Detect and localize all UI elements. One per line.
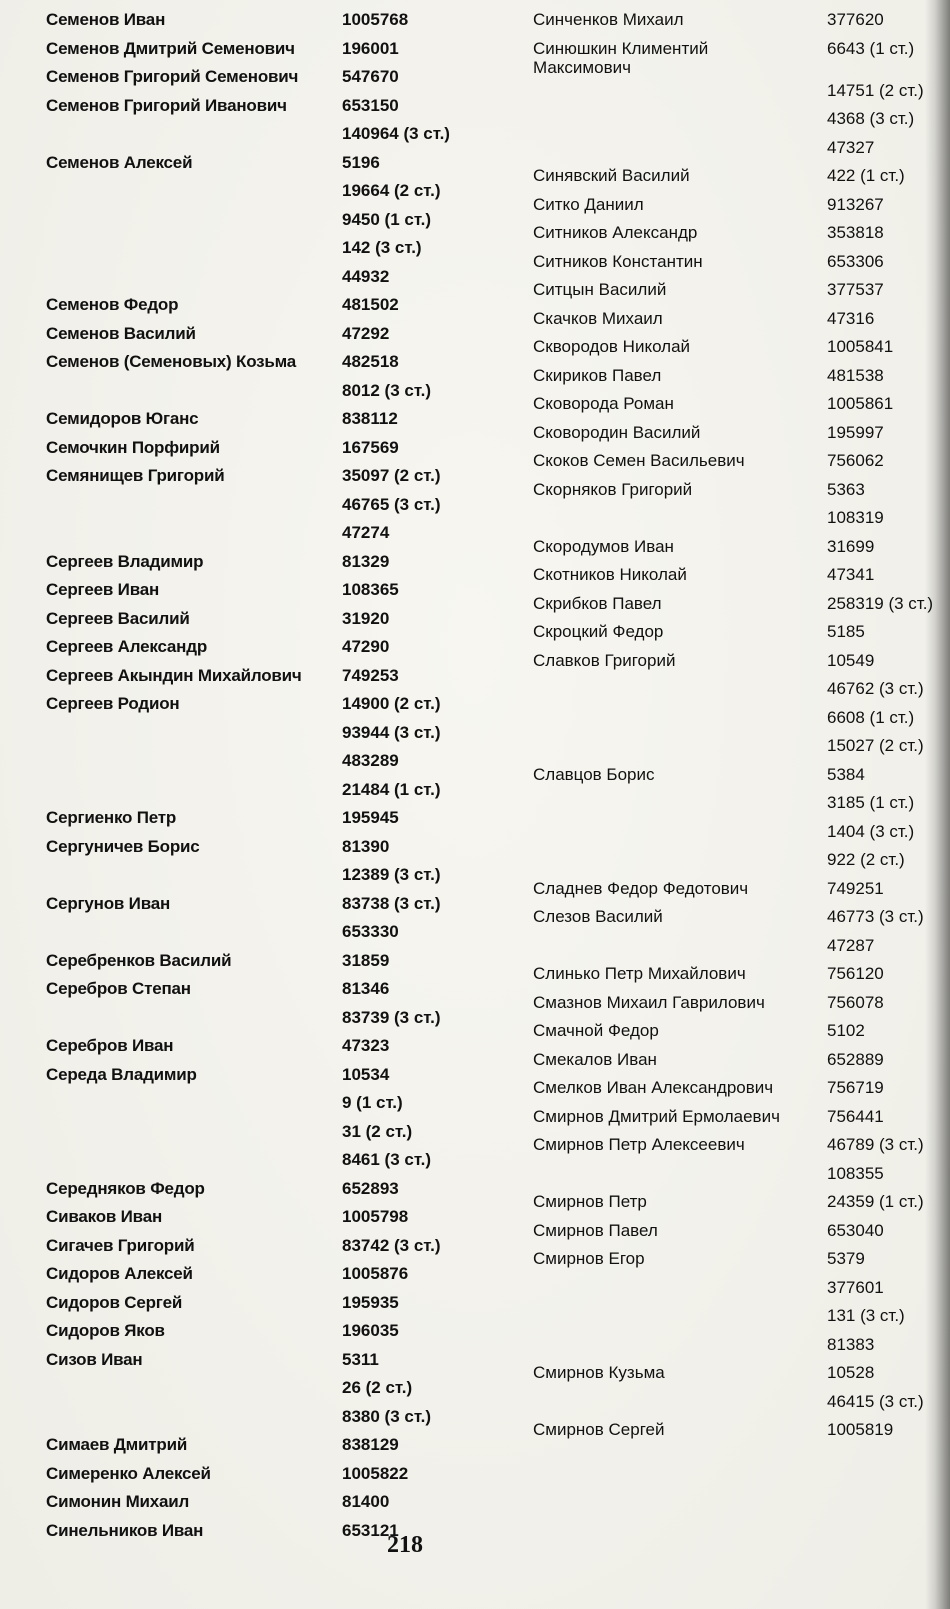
person-name: Семенов Дмитрий Семенович [46, 38, 295, 58]
person-name: Славцов Борис [533, 764, 655, 784]
person-name: Семянищев Григорий [46, 466, 225, 485]
record-number: 913267 [827, 194, 884, 214]
person-name: Сергуничев Борис [46, 836, 200, 856]
person-name: Сидоров Яков [46, 1321, 165, 1340]
record-number: 1005841 [827, 337, 894, 356]
person-name: Смирнов Петр Алексеевич [533, 1135, 745, 1154]
record-number: 131 (3 ст.) [827, 1306, 905, 1325]
record-number: 81390 [342, 836, 390, 856]
list-item [46, 267, 466, 296]
list-item [46, 1264, 466, 1293]
record-number: 922 (2 ст.) [827, 850, 905, 869]
list-item [533, 10, 933, 39]
list-item [533, 850, 933, 879]
record-number: 14751 (2 ст.) [827, 80, 924, 100]
person-name: Смачной Федор [533, 1021, 659, 1040]
person-name: Середняков Федор [46, 1178, 205, 1198]
record-number: 81383 [827, 1334, 875, 1354]
list-item [46, 1207, 466, 1236]
record-number: 81400 [342, 1492, 390, 1511]
list-item [533, 879, 933, 908]
record-number: 1005798 [342, 1207, 409, 1226]
record-number: 653306 [827, 251, 884, 271]
person-name: Синченков Михаил [533, 10, 684, 29]
person-name: Смирнов Петр [533, 1192, 647, 1211]
list-item [46, 39, 466, 68]
list-item [533, 1249, 933, 1278]
person-name: Семенов Федор [46, 295, 179, 314]
list-item [533, 39, 933, 81]
record-number: 1404 (3 ст.) [827, 821, 915, 841]
record-number: 653121 [342, 1520, 399, 1540]
list-item [46, 210, 466, 239]
list-item [46, 1321, 466, 1350]
list-item [46, 523, 466, 552]
list-item [533, 651, 933, 680]
record-number: 756120 [827, 964, 884, 983]
record-number: 12389 (3 ст.) [342, 865, 441, 884]
record-number: 756719 [827, 1078, 884, 1097]
person-name: Смирнов Кузьма [533, 1363, 665, 1382]
list-item [533, 936, 933, 965]
record-number: 14900 (2 ст.) [342, 694, 441, 713]
person-name: Середа Владимир [46, 1064, 197, 1084]
record-number: 1005861 [827, 394, 894, 413]
person-name: Скоков Семен Васильевич [533, 451, 745, 470]
list-item [46, 67, 466, 96]
list-item [533, 480, 933, 509]
list-item [533, 736, 933, 765]
record-number: 838129 [342, 1435, 399, 1454]
person-name: Смирнов Дмитрий Ермолаевич [533, 1106, 780, 1126]
record-number: 26 (2 ст.) [342, 1378, 413, 1397]
list-item [533, 964, 933, 993]
list-item [46, 951, 466, 980]
person-name: Скородумов Иван [533, 536, 674, 556]
record-number: 195945 [342, 808, 399, 827]
person-name: Смекалов Иван [533, 1049, 657, 1069]
record-number: 3185 (1 ст.) [827, 793, 915, 812]
record-number: 46762 (3 ст.) [827, 679, 924, 698]
record-number: 353818 [827, 223, 884, 242]
record-number: 653150 [342, 95, 399, 115]
list-item [46, 1179, 466, 1208]
list-item [46, 979, 466, 1008]
person-name: Сергеев Акындин Михайлович [46, 665, 302, 685]
person-name: Слезов Василий [533, 907, 663, 926]
right-column [533, 10, 933, 1449]
record-number: 196035 [342, 1321, 399, 1340]
list-item [533, 508, 933, 537]
record-number: 195997 [827, 422, 884, 442]
list-item [46, 1350, 466, 1379]
person-name: Серебренков Василий [46, 950, 232, 970]
person-name: Сидоров Сергей [46, 1292, 183, 1312]
record-number: 422 (1 ст.) [827, 166, 905, 185]
record-number: 653330 [342, 922, 399, 941]
record-number: 167569 [342, 437, 399, 457]
list-item [46, 552, 466, 581]
person-name: Симаев Дмитрий [46, 1435, 188, 1454]
list-item [533, 1107, 933, 1136]
record-number: 10549 [827, 650, 875, 670]
list-item [46, 1464, 466, 1493]
person-name: Сковорода Роман [533, 394, 674, 413]
record-number: 1005876 [342, 1264, 409, 1283]
record-number: 9 (1 ст.) [342, 1093, 403, 1112]
list-item [46, 922, 466, 951]
person-name: Симеренко Алексей [46, 1463, 211, 1483]
person-name: Сигачев Григорий [46, 1235, 195, 1255]
list-item [46, 1293, 466, 1322]
list-item [533, 1192, 933, 1221]
record-number: 5196 [342, 152, 380, 172]
person-name: Скириков Павел [533, 365, 662, 385]
list-item [533, 337, 933, 366]
person-name: Сидоров Алексей [46, 1264, 193, 1283]
record-number: 377601 [827, 1277, 884, 1297]
record-number: 142 (3 ст.) [342, 238, 422, 257]
record-number: 47292 [342, 323, 390, 343]
list-item [46, 1378, 466, 1407]
list-item [46, 637, 466, 666]
list-item [46, 1093, 466, 1122]
record-number: 9450 (1 ст.) [342, 209, 432, 229]
list-item [46, 1435, 466, 1464]
list-item [533, 993, 933, 1022]
record-number: 31920 [342, 608, 390, 628]
record-number: 749251 [827, 878, 884, 898]
record-number: 756078 [827, 992, 884, 1012]
person-name: Сергеев Владимир [46, 551, 204, 571]
list-item [533, 1278, 933, 1307]
list-item [46, 751, 466, 780]
record-number: 1005822 [342, 1463, 409, 1483]
record-number: 47274 [342, 523, 390, 542]
record-number: 81329 [342, 551, 390, 571]
list-item [533, 423, 933, 452]
record-number: 377537 [827, 280, 884, 299]
person-name: Синявский Василий [533, 166, 690, 185]
person-name: Семенов Иван [46, 10, 166, 29]
list-item [533, 280, 933, 309]
record-number: 47341 [827, 565, 875, 584]
record-number: 377620 [827, 10, 884, 29]
record-number: 108319 [827, 508, 884, 527]
record-number: 47323 [342, 1036, 390, 1055]
page-number: 218 [387, 1532, 423, 1558]
person-name: Семенов Григорий Иванович [46, 95, 287, 115]
record-number: 83738 (3 ст.) [342, 893, 441, 913]
list-item [533, 1335, 933, 1364]
person-name: Слинько Петр Михайлович [533, 964, 746, 983]
person-name: Симонин Михаил [46, 1492, 190, 1511]
person-name: Синельников Иван [46, 1520, 204, 1540]
person-name: Сквородов Николай [533, 337, 691, 356]
record-number: 83742 (3 ст.) [342, 1235, 441, 1255]
record-number: 24359 (1 ст.) [827, 1192, 924, 1211]
person-name: Сергеев Родион [46, 694, 180, 713]
person-name: Семенов Григорий Семенович [46, 67, 299, 86]
list-item [533, 1306, 933, 1335]
record-number: 47316 [827, 308, 875, 328]
list-item [533, 822, 933, 851]
record-number: 10534 [342, 1064, 390, 1084]
person-name: Семочкин Порфирий [46, 437, 220, 457]
list-item [533, 907, 933, 936]
list-item [46, 1122, 466, 1151]
list-item [46, 894, 466, 923]
person-name: Славков Григорий [533, 650, 676, 670]
record-number: 258319 (3 ст.) [827, 593, 934, 613]
record-number: 8012 (3 ст.) [342, 380, 432, 400]
list-item [533, 309, 933, 338]
list-item [533, 594, 933, 623]
record-number: 81346 [342, 979, 390, 998]
list-item [46, 865, 466, 894]
record-number: 5311 [342, 1349, 379, 1369]
left-column [46, 10, 466, 1549]
record-number: 6643 (1 ст.) [827, 38, 915, 58]
list-item [46, 1036, 466, 1065]
record-number: 108365 [342, 580, 399, 599]
record-number: 47327 [827, 137, 875, 157]
person-name: Скроцкий Федор [533, 622, 664, 641]
record-number: 547670 [342, 67, 399, 86]
person-name: Ситников Александр [533, 223, 698, 242]
record-number: 5102 [827, 1021, 865, 1040]
list-item [533, 1078, 933, 1107]
person-name: Скорняков Григорий [533, 479, 693, 499]
record-number: 482518 [342, 352, 399, 371]
list-item [46, 324, 466, 353]
list-item [46, 96, 466, 125]
person-name: Сергеев Василий [46, 608, 190, 628]
record-number: 10528 [827, 1363, 875, 1382]
list-item [46, 694, 466, 723]
record-number: 15027 (2 ст.) [827, 736, 924, 755]
record-number: 483289 [342, 751, 399, 770]
list-item [533, 252, 933, 281]
list-item [46, 666, 466, 695]
list-item [533, 166, 933, 195]
record-number: 756441 [827, 1106, 884, 1126]
list-item [533, 366, 933, 395]
record-number: 1005768 [342, 10, 409, 29]
list-item [46, 295, 466, 324]
list-item [46, 124, 466, 153]
list-item [533, 765, 933, 794]
person-name: Ситников Константин [533, 251, 703, 271]
record-number: 481502 [342, 295, 399, 314]
record-number: 19664 (2 ст.) [342, 181, 441, 200]
person-name: Смирнов Егор [533, 1249, 645, 1268]
list-item [46, 352, 466, 381]
record-number: 46773 (3 ст.) [827, 907, 924, 926]
record-number: 749253 [342, 665, 399, 685]
list-item [533, 1392, 933, 1421]
list-item [533, 109, 933, 138]
list-item [533, 679, 933, 708]
person-name: Смирнов Сергей [533, 1420, 665, 1439]
record-number: 756062 [827, 451, 884, 470]
record-number: 5185 [827, 622, 865, 641]
person-name: Серебров Степан [46, 979, 191, 998]
list-item [533, 138, 933, 167]
person-name: Сергеев Иван [46, 580, 160, 599]
list-item [533, 1164, 933, 1193]
record-number: 44932 [342, 266, 390, 286]
record-number: 31699 [827, 536, 875, 556]
record-number: 108355 [827, 1163, 884, 1183]
list-item [46, 580, 466, 609]
list-item [46, 723, 466, 752]
list-item [46, 1065, 466, 1094]
record-number: 21484 (1 ст.) [342, 779, 441, 799]
list-item [46, 837, 466, 866]
list-item [533, 223, 933, 252]
list-item [533, 1135, 933, 1164]
record-number: 46789 (3 ст.) [827, 1135, 924, 1154]
person-name: Смирнов Павел [533, 1220, 658, 1240]
list-item [46, 495, 466, 524]
list-item [533, 81, 933, 110]
record-number: 47287 [827, 935, 875, 955]
person-name: Сергунов Иван [46, 893, 171, 913]
record-number: 5363 [827, 479, 865, 499]
person-name: Сергиенко Петр [46, 808, 177, 827]
record-number: 31 (2 ст.) [342, 1121, 413, 1141]
record-number: 653040 [827, 1220, 884, 1240]
list-item [533, 1050, 933, 1079]
person-name: Серебров Иван [46, 1036, 174, 1055]
list-item [533, 793, 933, 822]
list-item [46, 808, 466, 837]
person-name: Сковородин Василий [533, 422, 701, 442]
list-item [46, 1492, 466, 1521]
list-item [533, 394, 933, 423]
list-item [46, 153, 466, 182]
list-item [46, 609, 466, 638]
record-number: 652893 [342, 1178, 399, 1198]
record-number: 140964 (3 ст.) [342, 124, 450, 143]
list-item [533, 1420, 933, 1449]
record-number: 6608 (1 ст.) [827, 707, 915, 727]
list-item [533, 708, 933, 737]
person-name: Скачков Михаил [533, 308, 663, 328]
list-item [46, 1236, 466, 1265]
person-name: Сладнев Федор Федотович [533, 878, 749, 898]
person-name: Синюшкин Климентий Максимович [533, 38, 709, 77]
list-item [46, 238, 466, 267]
list-item [46, 780, 466, 809]
person-name: Семидоров Юганс [46, 409, 199, 428]
list-item [533, 1221, 933, 1250]
record-number: 1005819 [827, 1420, 894, 1439]
record-number: 5379 [827, 1249, 865, 1268]
record-number: 46415 (3 ст.) [827, 1391, 924, 1411]
list-item [533, 622, 933, 651]
list-item [46, 1008, 466, 1037]
record-number: 83739 (3 ст.) [342, 1007, 441, 1027]
person-name: Семенов (Семеновых) Козьма [46, 352, 297, 371]
person-name: Ситцын Василий [533, 280, 667, 299]
person-name: Ситко Даниил [533, 194, 644, 214]
person-name: Смазнов Михаил Гаврилович [533, 992, 765, 1012]
record-number: 652889 [827, 1049, 884, 1069]
person-name: Сиваков Иван [46, 1207, 163, 1226]
person-name: Сизов Иван [46, 1349, 143, 1369]
record-number: 46765 (3 ст.) [342, 494, 441, 514]
list-item [533, 1021, 933, 1050]
person-name: Смелков Иван Александрович [533, 1078, 774, 1097]
list-item [46, 1407, 466, 1436]
record-number: 47290 [342, 637, 390, 656]
list-item [533, 1363, 933, 1392]
list-item [533, 537, 933, 566]
person-name: Сергеев Александр [46, 637, 208, 656]
list-item [46, 381, 466, 410]
list-item [533, 195, 933, 224]
record-number: 5384 [827, 764, 865, 784]
list-item [533, 565, 933, 594]
person-name: Скотников Николай [533, 565, 687, 584]
record-number: 196001 [342, 38, 399, 58]
record-number: 195935 [342, 1292, 399, 1312]
list-item [46, 466, 466, 495]
record-number: 481538 [827, 365, 884, 385]
record-number: 4368 (3 ст.) [827, 109, 915, 128]
record-number: 35097 (2 ст.) [342, 466, 441, 485]
list-item [46, 438, 466, 467]
record-number: 93944 (3 ст.) [342, 722, 441, 742]
record-number: 838112 [342, 409, 398, 428]
record-number: 8461 (3 ст.) [342, 1150, 432, 1169]
list-item [46, 1150, 466, 1179]
list-item [46, 409, 466, 438]
person-name: Скрибков Павел [533, 593, 662, 613]
person-name: Семенов Василий [46, 323, 196, 343]
record-number: 8380 (3 ст.) [342, 1406, 432, 1426]
list-item [46, 181, 466, 210]
list-item [533, 451, 933, 480]
person-name: Семенов Алексей [46, 152, 193, 172]
list-item [46, 10, 466, 39]
record-number: 31859 [342, 950, 390, 970]
